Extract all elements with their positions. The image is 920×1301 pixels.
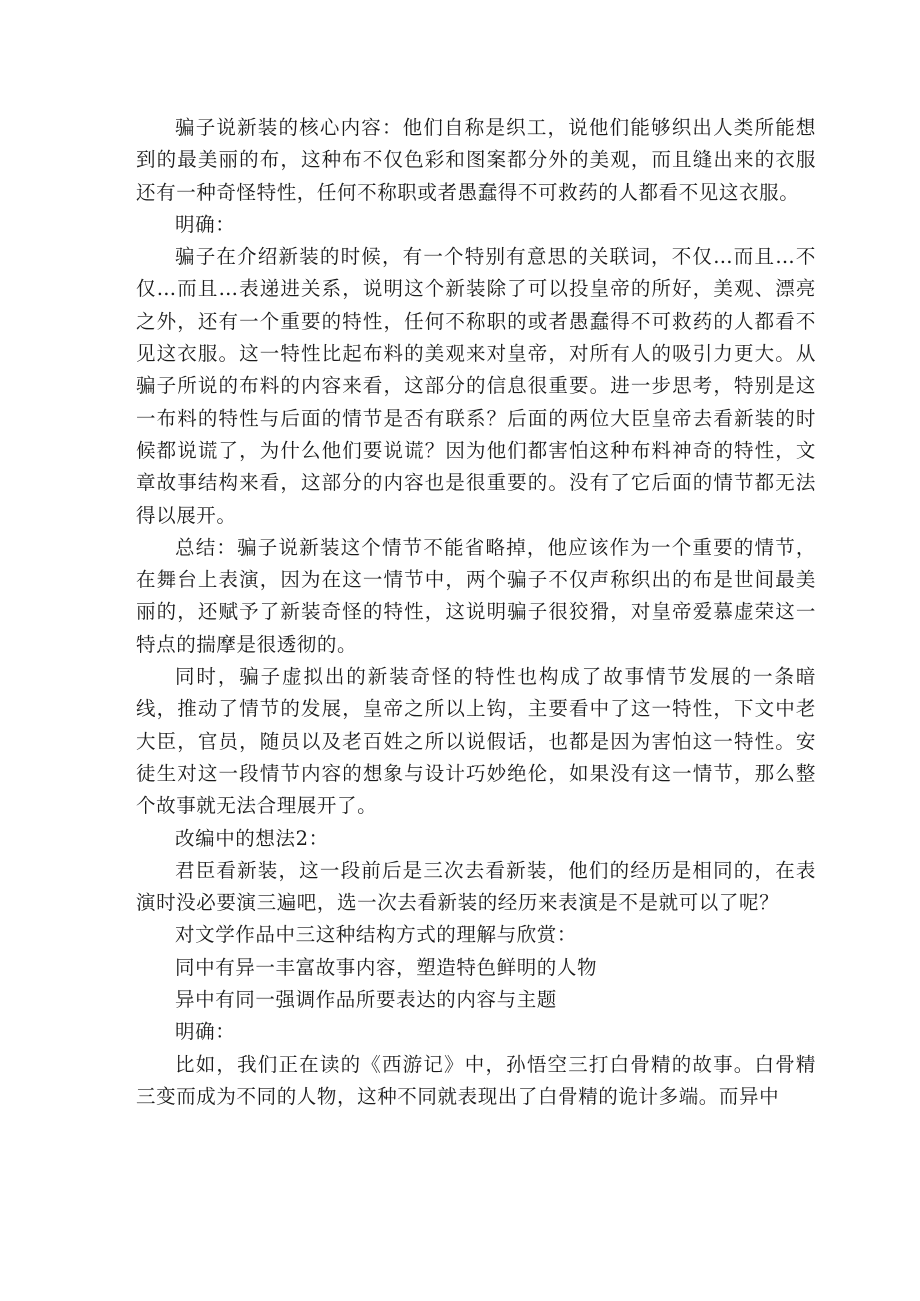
document-body [136,112,816,1113]
paragraph-difference-with-same: 异中有同一强调作品所要表达的内容与主题 [175,988,557,1012]
paragraph-clarify-1: 明确： [175,212,236,236]
paragraph-analysis-conjunction: 骗子在介绍新装的时候，有一个特别有意思的关联词，不仅…而且…不仅…而且…表递进关系，说明这个新装除了可以投皇帝的所好，美观、漂亮之外，还有一个重要的特性，任何不称职的或者愚蠢得不可救药的人都看不见这衣服。这一特性比起布料的美观来对皇帝，对所有人的吸引力更大。从骗子所说的布料的内容来看，这部分的信息很重要。进一步思考，特别是这一布料的特性与后面的情节是否有联系？后面的两位大臣皇帝去看新装的时候都说谎了，为什么他们要说谎？因为他们都害怕这种布料神奇的特性，文章故事结构来看，这部分的内容也是很重要的。没有了它后面的情节都无法得以展开。 [136,245,816,527]
paragraph-clarify-2: 明确： [175,1020,236,1044]
paragraph-three-visits: 君臣看新装，这一段前后是三次去看新装，他们的经历是相同的，在表演时没必要演三遍吧，选一次去看新装的经历来表演是不是就可以了呢？ [136,858,816,915]
paragraph-summary: 总结：骗子说新装这个情节不能省略掉，他应该作为一个重要的情节，在舞台上表演，因为在这一情节中，两个骗子不仅声称织出的布是世间最美丽的，还赋予了新装奇怪的特性，这说明骗子很狡猾，对皇帝爱慕虚荣这一特点的揣摩是很透彻的。 [136,535,816,656]
paragraph-swindler-core-content: 骗子说新装的核心内容：他们自称是织工，说他们能够织出人类所能想到的最美丽的布，这种布不仅色彩和图案都分外的美观，而且缝出来的衣服还有一种奇怪特性，任何不称职或者愚蠢得不可救药的人都看不见这衣服。 [136,116,816,204]
paragraph-structure-appreciation: 对文学作品中三这种结构方式的理解与欣赏： [175,923,578,947]
paragraph-adaptation-idea-2: 改编中的想法2： [175,826,329,850]
paragraph-hidden-thread: 同时，骗子虚拟出的新装奇怪的特性也构成了故事情节发展的一条暗线，推动了情节的发展，皇帝之所以上钩，主要看中了这一特性，下文中老大臣，官员，随员以及老百姓之所以说假话，也都是因为害怕这一特性。安徒生对这一段情节内容的想象与设计巧妙绝伦，如果没有这一情节，那么整个故事就无法合理展开了。 [136,665,816,818]
paragraph-same-with-difference: 同中有异一丰富故事内容，塑造特色鲜明的人物 [175,955,598,979]
paragraph-journey-west-example: 比如，我们正在读的《西游记》中，孙悟空三打白骨精的故事。白骨精三变而成为不同的人物，这种不同就表现出了白骨精的诡计多端。而异中 [136,1052,816,1108]
